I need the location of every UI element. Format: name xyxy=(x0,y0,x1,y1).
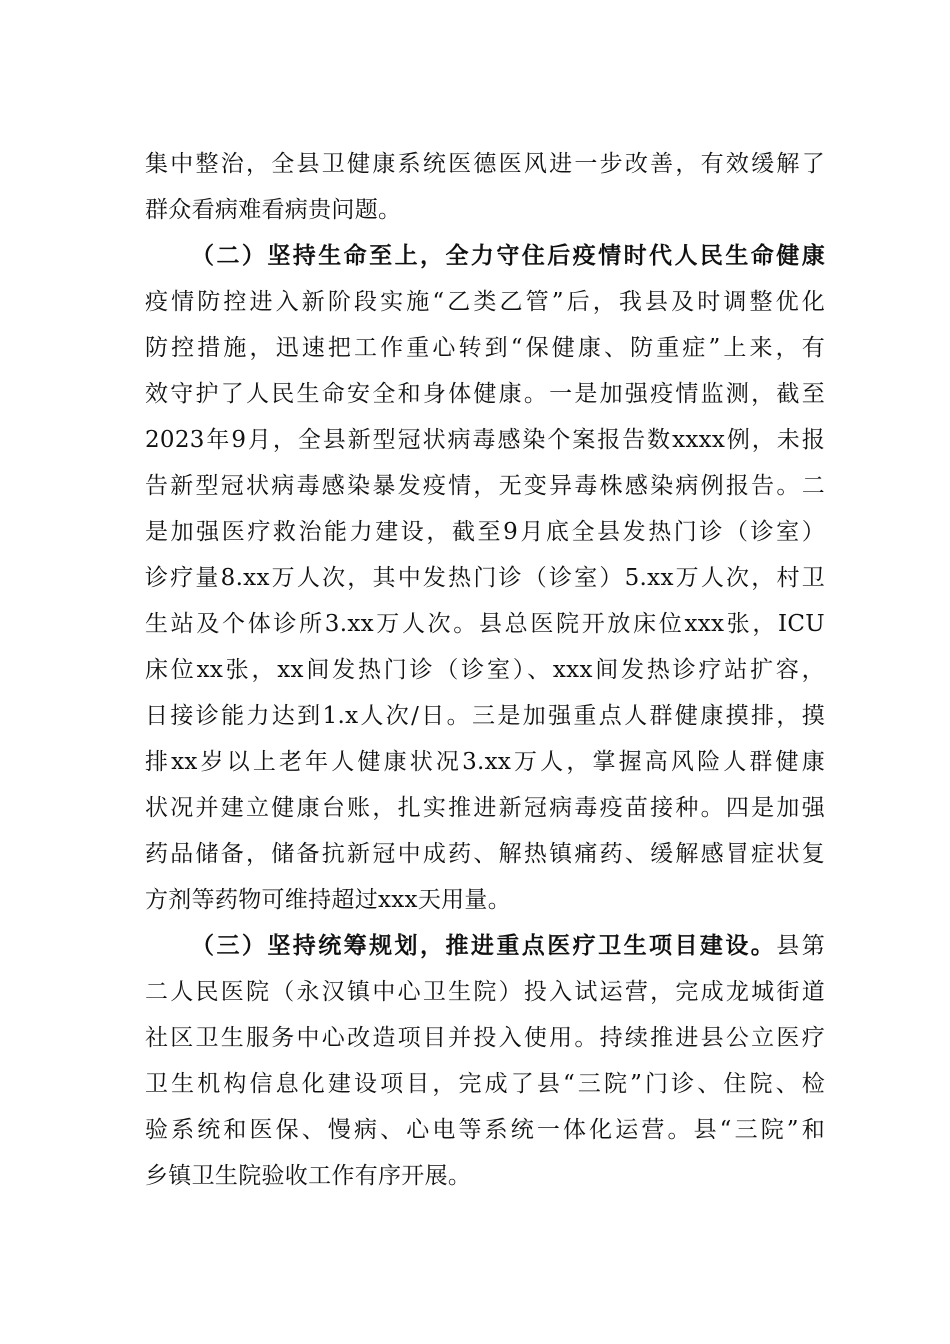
paragraph-line: 疫情防控进入新阶段实施“乙类乙管”后，我县及时调整优化 xyxy=(145,289,825,315)
paragraph-text: 县第 xyxy=(776,933,825,959)
document-body xyxy=(145,141,825,1199)
paragraph-line: 集中整治，全县卫健康系统医德医风进一步改善，有效缓解了 xyxy=(145,151,825,177)
paragraph-line: 日接诊能力达到1.x人次/日。三是加强重点人群健康摸排，摸 xyxy=(145,703,825,729)
paragraph-line: 告新型冠状病毒感染暴发疫情，无变异毒株感染病例报告。二 xyxy=(145,473,825,499)
paragraph-line: 社区卫生服务中心改造项目并投入使用。持续推进县公立医疗 xyxy=(145,1025,825,1051)
paragraph-line: 床位xx张，xx间发热门诊（诊室）、xxx间发热诊疗站扩容， xyxy=(145,657,825,683)
paragraph-line: 乡镇卫生院验收工作有序开展。 xyxy=(145,1163,472,1189)
paragraph-line: 验系统和医保、慢病、心电等系统一体化运营。县“三院”和 xyxy=(145,1117,825,1143)
paragraph-line: 方剂等药物可维持超过xxx天用量。 xyxy=(145,887,512,913)
paragraph-line: 二人民医院（永汉镇中心卫生院）投入试运营，完成龙城街道 xyxy=(145,979,825,1005)
paragraph-line: 状况并建立健康台账，扎实推进新冠病毒疫苗接种。四是加强 xyxy=(145,795,825,821)
paragraph-line: 药品储备，储备抗新冠中成药、解热镇痛药、缓解感冒症状复 xyxy=(145,841,825,867)
paragraph-line: 生站及个体诊所3.xx万人次。县总医院开放床位xxx张，ICU xyxy=(145,611,825,637)
section-heading-3-line xyxy=(145,923,825,969)
paragraph-line: 2023年9月，全县新型冠状病毒感染个案报告数xxxx例，未报 xyxy=(145,427,825,453)
section-heading-2: （二）坚持生命至上，全力守住后疫情时代人民生命健康 xyxy=(191,242,825,269)
paragraph-line: 群众看病难看病贵问题。 xyxy=(145,197,402,223)
paragraph-line: 效守护了人民生命安全和身体健康。一是加强疫情监测，截至 xyxy=(145,381,825,407)
paragraph-line: 是加强医疗救治能力建设，截至9月底全县发热门诊（诊室） xyxy=(145,519,825,545)
paragraph-line: 防控措施，迅速把工作重心转到“保健康、防重症”上来，有 xyxy=(145,335,825,361)
section-heading-3: （三）坚持统筹规划，推进重点医疗卫生项目建设。 xyxy=(191,932,777,959)
paragraph-line: 排xx岁以上老年人健康状况3.xx万人，掌握高风险人群健康 xyxy=(145,749,825,775)
paragraph-line: 卫生机构信息化建设项目，完成了县“三院”门诊、住院、检 xyxy=(145,1071,825,1097)
paragraph-line: 诊疗量8.xx万人次，其中发热门诊（诊室）5.xx万人次，村卫 xyxy=(145,565,825,591)
